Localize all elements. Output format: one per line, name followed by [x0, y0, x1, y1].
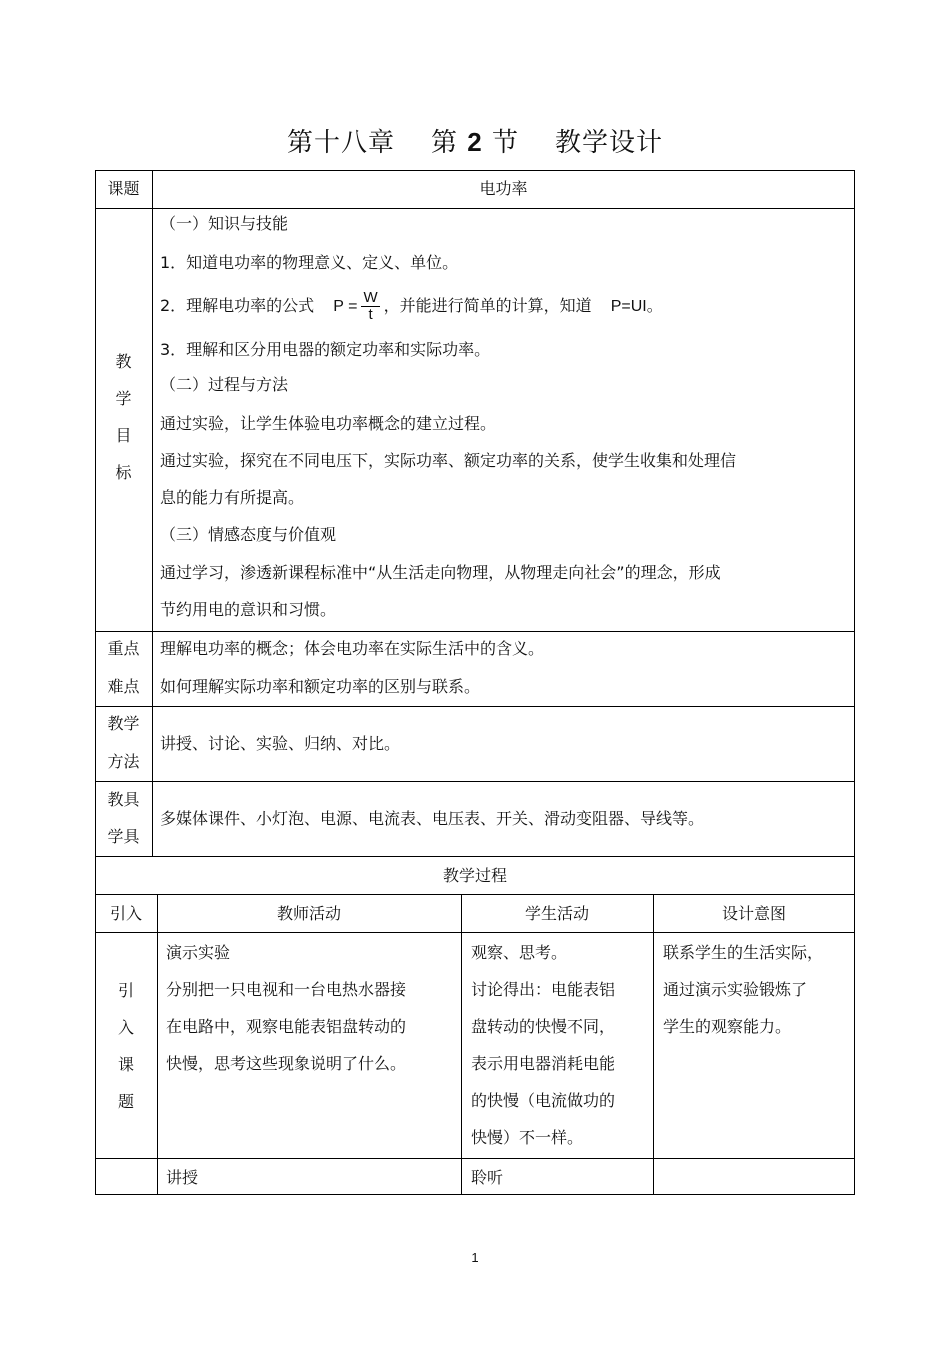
goal-item-1: 1．知道电功率的物理意义、定义、单位。: [160, 253, 459, 272]
goal-item-2-formula: 2．理解电功率的公式 P = $\frac{W}{t}$ ，并能进行简单的计算，知道 P=UI。: [160, 289, 663, 323]
tools-value: 多媒体课件、小灯泡、电源、电流表、电压表、开关、滑动变阻器、导线等。: [160, 809, 705, 828]
goal-process-2: 通过实验，探究在不同电压下，实际功率、额定功率的关系，使学生收集和处理信: [160, 451, 737, 470]
col-header-teacher: 教师活动: [276, 904, 341, 923]
tools-label-2: 学具: [107, 827, 140, 846]
col-header-student: 学生活动: [524, 904, 589, 923]
goal-process-1: 通过实验，让学生体验电功率概念的建立过程。: [160, 414, 497, 433]
tools-label-1: 教具: [107, 790, 140, 809]
title-chapter: 第十八章: [286, 128, 395, 158]
key-points-label-2: 难点: [107, 677, 140, 696]
process-heading: 教学过程: [442, 866, 507, 885]
difficulty-text: 如何理解实际功率和额定功率的区别与联系。: [160, 677, 481, 696]
goal-item-3: 3．理解和区分用电器的额定功率和实际功率。: [160, 340, 491, 359]
method-value: 讲授、讨论、实验、归纳、对比。: [160, 734, 401, 753]
topic-label: 课题: [107, 179, 140, 198]
title-subject: 教学设计: [555, 128, 664, 158]
goals-heading-attitude: （三）情感态度与价值观: [160, 525, 337, 544]
goals-heading-process: （二）过程与方法: [160, 375, 289, 394]
col-header-intent: 设计意图: [721, 904, 786, 923]
goal-attitude-1-cont: 节约用电的意识和习惯。: [160, 600, 337, 619]
key-points-label-1: 重点: [107, 639, 140, 658]
last-row-student: 聆听: [471, 1168, 504, 1187]
title-section: 第 2 节: [430, 127, 520, 158]
key-point-text: 理解电功率的概念；体会电功率在实际生活中的含义。: [160, 639, 545, 658]
document-title: [0, 122, 950, 159]
last-row-teacher: 讲授: [166, 1168, 199, 1187]
page-number: 1: [471, 1250, 479, 1265]
method-label-2: 方法: [107, 752, 140, 771]
topic-value: 电功率: [479, 179, 528, 198]
goal-process-2-cont: 息的能力有所提高。: [160, 488, 305, 507]
goals-heading-knowledge: （一）知识与技能: [160, 214, 289, 233]
power-formula-fraction: $\frac{W}{t}$: [363, 289, 378, 323]
method-label-1: 教学: [107, 714, 140, 733]
col-header-intro: 引入: [109, 904, 142, 923]
goal-attitude-1: 通过学习，渗透新课程标准中“从生活走向物理，从物理走向社会”的理念，形成: [160, 563, 721, 582]
